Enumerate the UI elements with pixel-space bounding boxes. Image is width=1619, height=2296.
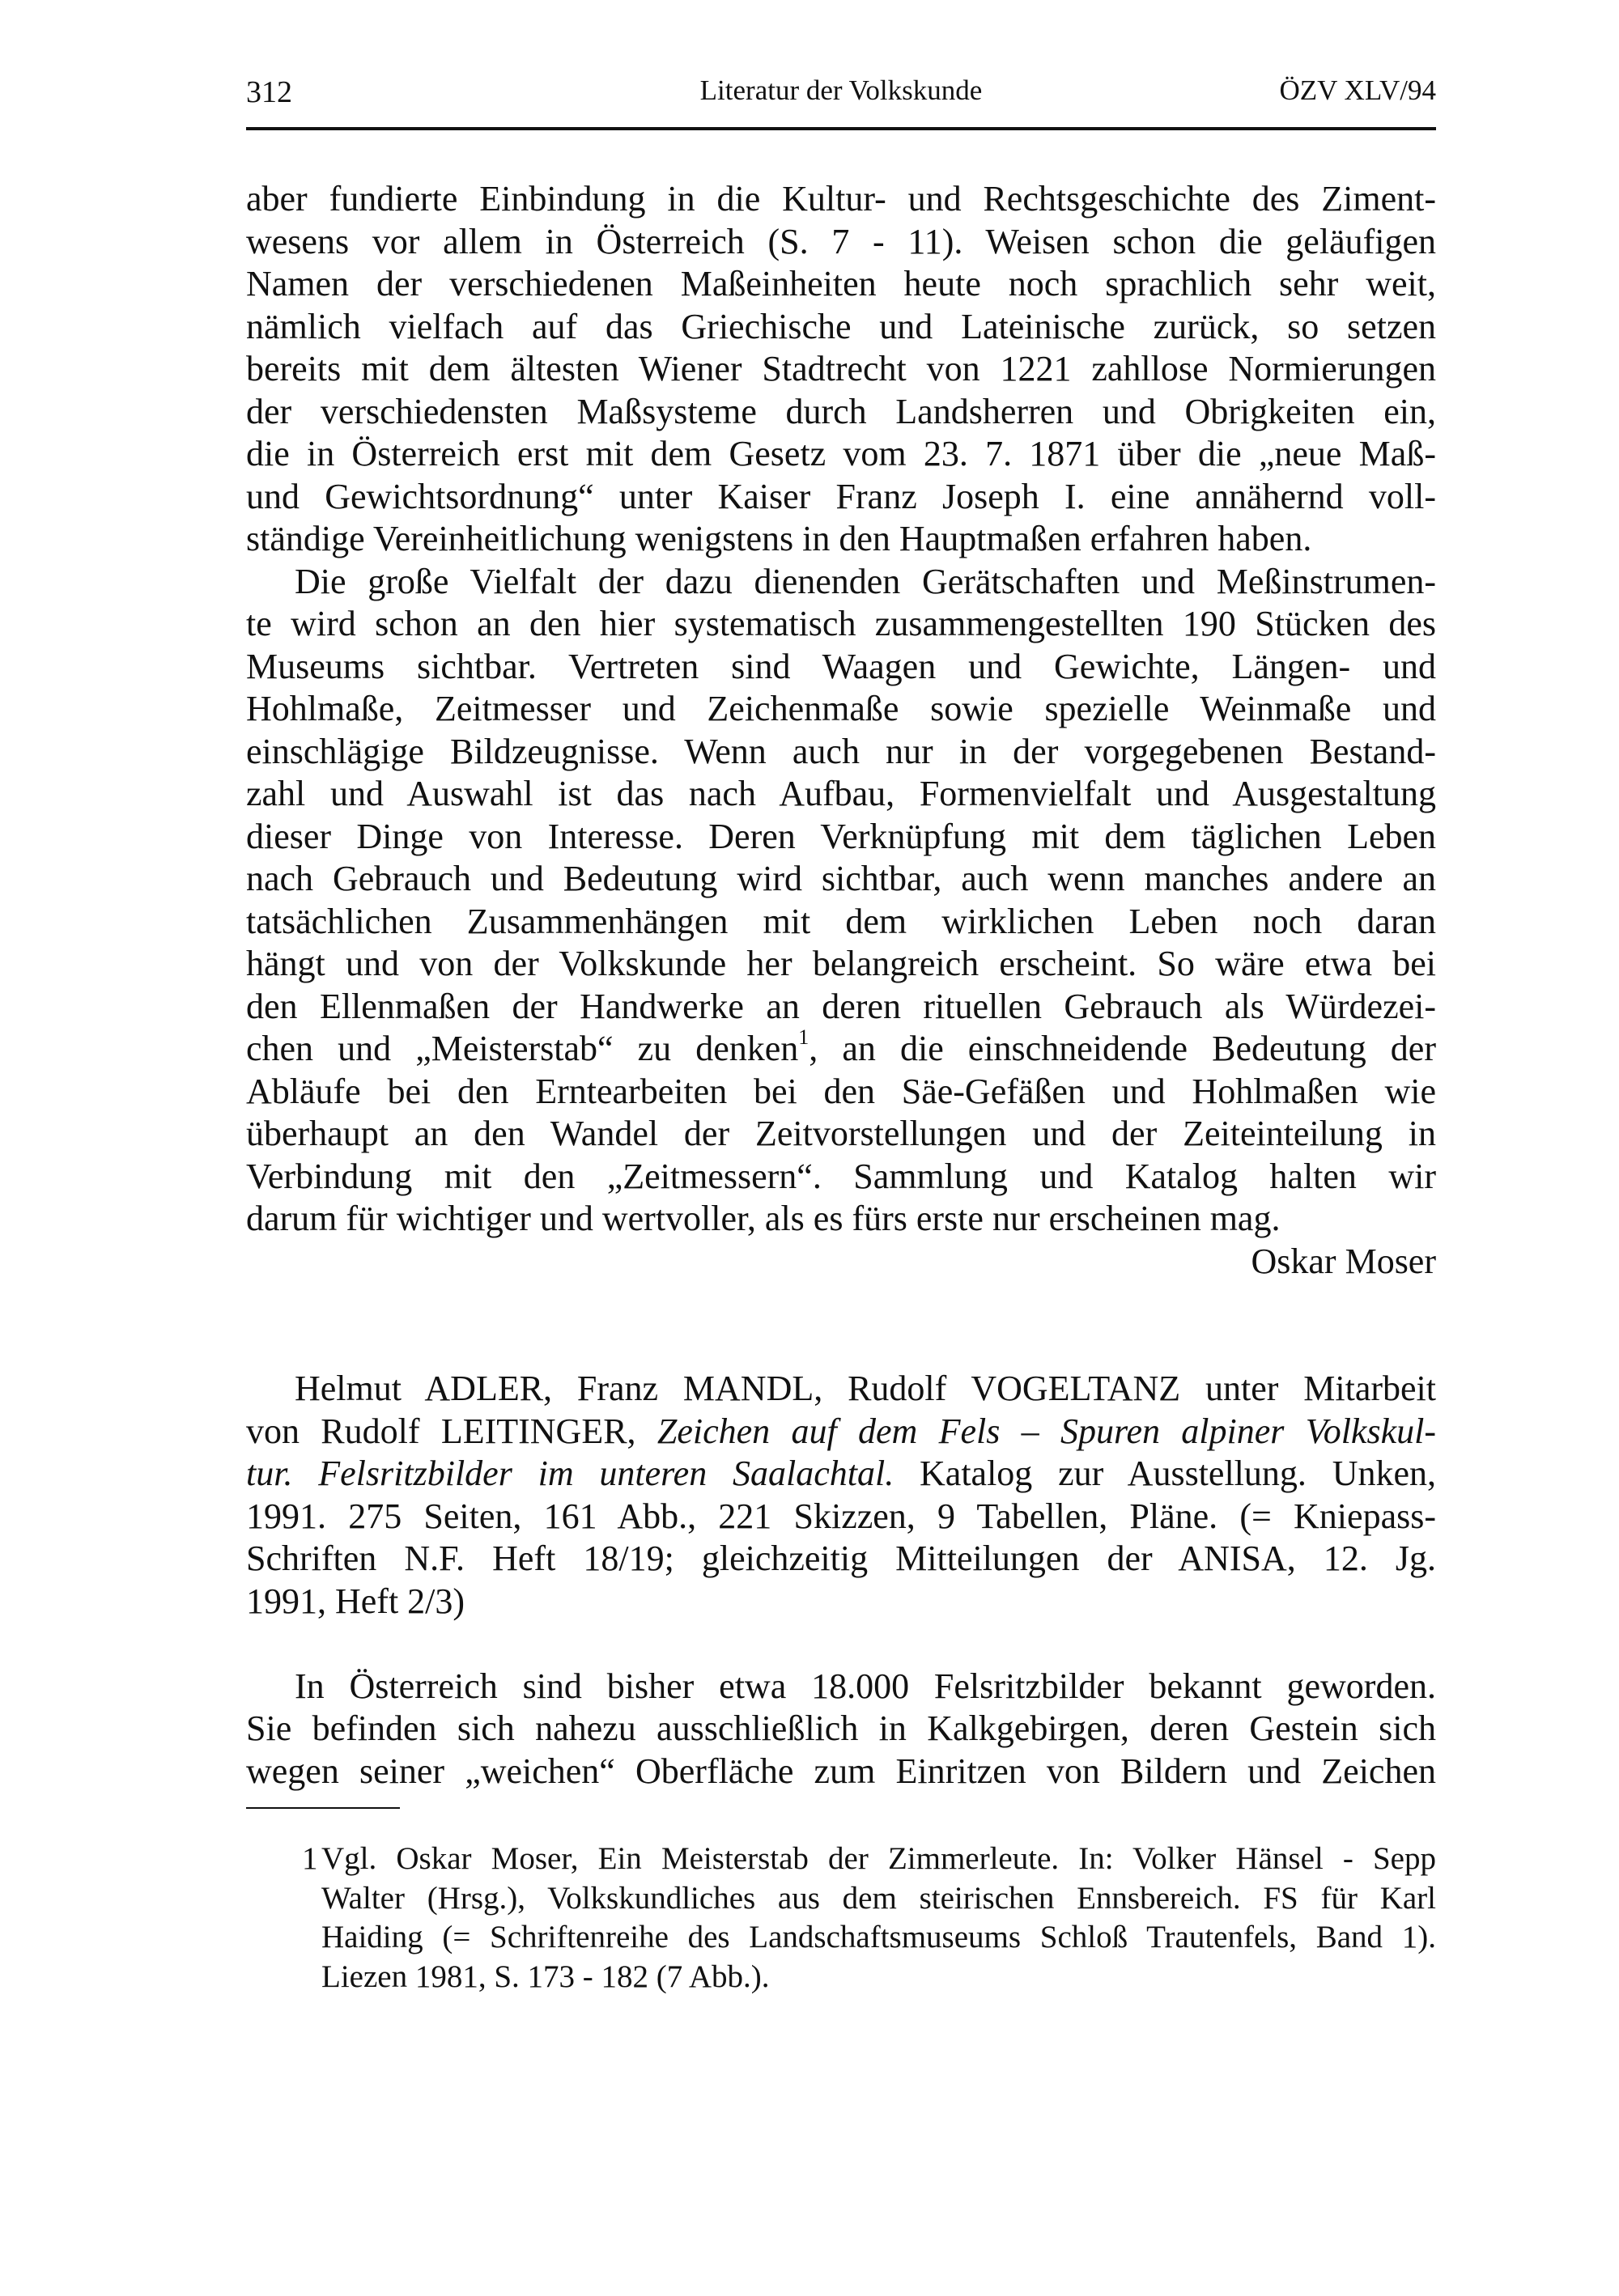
footnote-reference: 1 [798,1028,810,1049]
text-line: Sie befinden sich nahezu ausschließlich in Kalkgebirgen, deren Gestein sich [246,1708,1436,1748]
text-line [246,1028,1436,1071]
text-line: hängt und von der Volkskunde her belangreich erscheint. So wäre etwa bei [246,944,1436,983]
text-line: einschlägige Bildzeugnisse. Wenn auch nur in der vorgegebenen Bestand- [246,731,1436,771]
text-line: dieser Dinge von Interesse. Deren Verknüpfung mit dem täglichen Leben [246,816,1436,856]
text-segment: Katalog zur Ausstellung. Unken, [894,1454,1436,1493]
paragraph-2 [246,561,1436,1241]
text-line: nach Gebrauch und Bedeutung wird sichtbar, auch wenn manches andere an [246,859,1436,898]
text-line: 1991. 275 Seiten, 161 Abb., 221 Skizzen, 9 Tabellen, Pläne. (= Kniepass- [246,1496,1436,1536]
review-bibliographic-header [246,1368,1436,1623]
text-line [246,1411,1436,1454]
text-line: Museums sichtbar. Vertreten sind Waagen und Gewichte, Längen- und [246,646,1436,686]
footnote-rule [246,1807,400,1809]
text-line: Walter (Hrsg.), Volkskundliches aus dem steirischen Ennsbereich. FS für Karl [321,1880,1436,1916]
text-line: In Österreich sind bisher etwa 18.000 Felsritzbilder bekannt geworden. [295,1666,1436,1706]
text-line: aber fundierte Einbindung in die Kultur- und Rechtsgeschichte des Ziment- [246,179,1436,219]
text-line: der verschiedensten Maßsysteme durch Landsherren und Obrigkeiten ein, [246,391,1436,431]
text-line: und Gewichtsordnung“ unter Kaiser Franz Joseph I. eine annähernd voll- [246,476,1436,516]
text-segment: chen und „Meisterstab“ zu denken [246,1029,799,1068]
text-line: Namen der verschiedenen Maßeinheiten heute noch sprachlich sehr weit, [246,264,1436,303]
text-line: bereits mit dem ältesten Wiener Stadtrecht von 1221 zahllose Normierungen [246,349,1436,388]
running-title: Literatur der Volkskunde [699,74,983,106]
header-rule [246,127,1436,130]
body-text [246,178,1436,1793]
text-line: wesens vor allem in Österreich (S. 7 - 11). Weisen schon die geläufigen [246,221,1436,261]
running-header [246,74,1436,115]
text-line: darum für wichtiger und wertvoller, als es fürs erste nur erscheinen mag. [246,1199,1281,1238]
journal-issue: ÖZV XLV/94 [1279,74,1436,106]
text-line: Haiding (= Schriftenreihe des Landschaftsmuseums Schloß Trautenfels, Band 1). [321,1920,1436,1954]
footnote [302,1840,1436,1997]
text-line: Verbindung mit den „Zeitmessern“. Sammlung und Katalog halten wir [246,1156,1436,1196]
text-line: 1991, Heft 2/3) [246,1581,465,1621]
footnote-number: 1 [302,1841,318,1876]
paragraph-1 [246,178,1436,561]
section-gap [246,1283,1436,1368]
text-line: Vgl. Oskar Moser, Ein Meisterstab der Zimmerleute. In: Volker Hänsel - Sepp [321,1841,1436,1876]
text-line: tatsächlichen Zusammenhängen mit dem wirklichen Leben noch daran [246,901,1436,941]
text-line: nämlich vielfach auf das Griechische und Lateinische zurück, so setzen [246,306,1436,346]
text-line: den Ellenmaßen der Handwerke an deren rituellen Gebrauch als Würdezei- [246,986,1436,1026]
italic-title: tur. Felsritzbilder im unteren Saalachtal. [246,1454,894,1493]
text-line: te wird schon an den hier systematisch zusammengestellten 190 Stücken des [246,604,1436,643]
footnote-text [302,1840,1436,1997]
text-line: wegen seiner „weichen“ Oberfläche zum Einritzen von Bildern und Zeichen [246,1751,1436,1791]
review-text [246,1666,1436,1793]
text-line: Liezen 1981, S. 173 - 182 (7 Abb.). [321,1959,770,1994]
text-line: Die große Vielfalt der dazu dienenden Gerätschaften und Meßinstrumen- [295,561,1436,601]
text-line: Abläufe bei den Erntearbeiten bei den Säe-Gefäßen und Hohlmaßen wie [246,1071,1436,1111]
text-segment: , an die einschneidende Bedeutung der [809,1029,1436,1068]
text-segment: von Rudolf LEITINGER, [246,1411,657,1451]
text-line: Helmut ADLER, Franz MANDL, Rudolf VOGELTANZ unter Mitarbeit [295,1369,1436,1408]
section-gap [246,1623,1436,1666]
text-line: ständige Vereinheitlichung wenigstens in den Hauptmaßen erfahren haben. [246,519,1312,558]
review-signature: Oskar Moser [1251,1241,1436,1281]
text-line [246,1453,1436,1496]
text-line: die in Österreich erst mit dem Gesetz vom 23. 7. 1871 über die „neue Maß- [246,434,1436,473]
text-line: überhaupt an den Wandel der Zeitvorstellungen und der Zeiteinteilung in [246,1114,1436,1153]
italic-title: Zeichen auf dem Fels – Spuren alpiner Volkskul- [657,1411,1436,1451]
text-line: zahl und Auswahl ist das nach Aufbau, Formenvielfalt und Ausgestaltung [246,774,1436,813]
text-line: Schriften N.F. Heft 18/19; gleichzeitig Mitteilungen der ANISA, 12. Jg. [246,1538,1436,1578]
text-line: Hohlmaße, Zeitmesser und Zeichenmaße sowie spezielle Weinmaße und [246,689,1436,728]
page-number: 312 [246,75,292,109]
